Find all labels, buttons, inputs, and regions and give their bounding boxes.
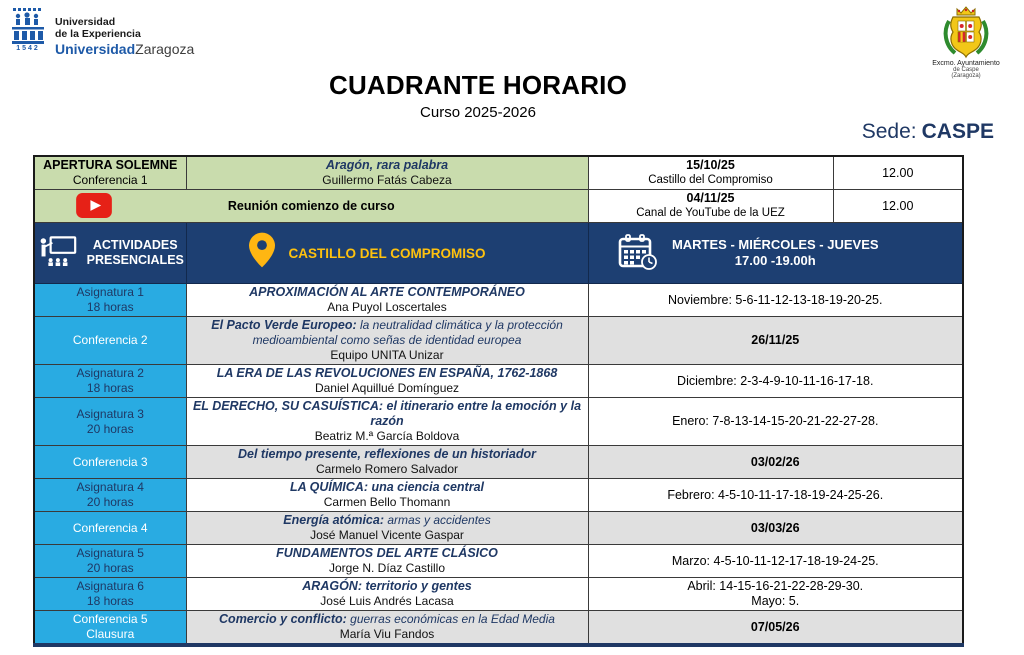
dates-line1: 26/11/25	[751, 333, 800, 347]
course-title	[190, 546, 585, 561]
course-cell	[186, 479, 588, 512]
activity-sublabel: 18 horas	[86, 594, 134, 608]
activity-label-cell	[34, 398, 186, 446]
location-pin-icon	[249, 232, 275, 272]
course-title-bold: El Pacto Verde Europeo:	[211, 318, 357, 332]
dates-cell	[588, 578, 963, 611]
activity-label: Asignatura 5	[76, 546, 144, 560]
course-title	[190, 513, 585, 528]
dates-cell	[588, 545, 963, 578]
course-title-bold: EL DERECHO, SU CASUÍSTICA: el itinerario entre la emoción y la razón	[192, 399, 582, 428]
activity-sublabel: 20 horas	[86, 421, 134, 436]
activity-label-cell	[34, 578, 186, 611]
dates-line1: Abril: 14-15-16-21-22-28-29-30.	[687, 579, 864, 593]
university-brand: UniversidadZaragoza	[55, 41, 195, 57]
table-header-row	[34, 223, 963, 284]
apertura-course-cell	[186, 156, 588, 190]
reunion-place: Canal de YouTube de la UEZ	[636, 207, 785, 219]
course-cell	[186, 365, 588, 398]
course-title-rest: guerras económicas en la Edad Media	[346, 612, 555, 626]
sede-label: Sede:	[861, 120, 917, 143]
university-logo-line1: Universidad	[55, 16, 116, 28]
dates-cell	[588, 365, 963, 398]
course-title-rest: la neutralidad climática y la protección medioambiental como señas de identidad europea	[252, 318, 563, 347]
activity-sublabel: Clausura	[86, 627, 135, 641]
course-speaker: Jorge N. Díaz Castillo	[328, 561, 446, 575]
course-title	[190, 399, 585, 429]
schedule-row	[34, 512, 963, 545]
course-cell	[186, 317, 588, 365]
course-cell	[186, 398, 588, 446]
youtube-icon	[75, 193, 113, 222]
apertura-place: Castillo del Compromiso	[648, 174, 773, 186]
course-speaker: Ana Puyol Loscertales	[327, 300, 447, 314]
course-title-bold: ARAGÓN: territorio y gentes	[302, 579, 472, 593]
activity-label-cell	[34, 317, 186, 365]
dates-line2: Mayo: 5.	[751, 594, 800, 608]
activity-label-cell	[34, 479, 186, 512]
dates-cell	[588, 512, 963, 545]
dates-line1: 03/03/26	[750, 520, 800, 535]
course-cell	[186, 284, 588, 317]
course-speaker: María Viu Fandos	[339, 627, 435, 641]
reunion-date-cell	[588, 190, 833, 223]
activity-label-cell	[34, 611, 186, 646]
activity-label: Asignatura 6	[76, 579, 144, 593]
coat-caption-line2: de Caspe	[953, 67, 979, 73]
activity-label-cell	[34, 545, 186, 578]
course-title	[190, 480, 585, 495]
caspe-coat-of-arms-icon	[937, 5, 995, 59]
days-header-line2: 17.00 -19.00h	[734, 253, 816, 268]
university-emblem-icon	[10, 8, 46, 52]
reunion-date: 04/11/25	[686, 191, 735, 205]
schedule-row	[34, 398, 963, 446]
calendar-clock-icon	[617, 234, 659, 274]
sede-line	[862, 120, 994, 144]
dates-cell	[588, 398, 963, 446]
course-speaker: José Luis Andrés Lacasa	[320, 594, 454, 608]
activity-label: Conferencia 2	[72, 333, 148, 347]
activity-label-cell	[34, 446, 186, 479]
dates-line1: Marzo: 4-5-10-11-12-17-18-19-24-25.	[671, 553, 879, 568]
activity-sublabel: 20 horas	[86, 495, 134, 509]
caspe-coat-of-arms	[920, 5, 1012, 79]
days-header-line1: MARTES - MIÉRCOLES - JUEVES	[671, 237, 879, 252]
coat-caption-line1: Excmo. Ayuntamiento	[932, 60, 1000, 67]
schedule-table	[33, 155, 964, 647]
apertura-time-cell: 12.00	[833, 156, 963, 190]
reunion-time-cell: 12.00	[833, 190, 963, 223]
opening-row-reunion	[34, 190, 963, 223]
schedule-row	[34, 317, 963, 365]
course-speaker: Carmen Bello Thomann	[323, 495, 451, 509]
apertura-date: 15/10/25	[686, 158, 735, 172]
course-cell	[186, 512, 588, 545]
university-logo	[10, 8, 194, 55]
location-header-text: CASTILLO DEL COMPROMISO	[288, 245, 486, 261]
dates-cell	[588, 317, 963, 365]
coat-caption-line3: (Zaragoza)	[951, 73, 981, 79]
course-title-rest: armas y accidentes	[384, 513, 491, 527]
university-logo-line2: de la Experiencia	[55, 28, 141, 40]
activity-sublabel: 20 horas	[86, 561, 134, 575]
course-title-bold: Energía atómica:	[283, 513, 384, 527]
schedule-row	[34, 284, 963, 317]
apertura-date-cell	[588, 156, 833, 190]
dates-line1: Diciembre: 2-3-4-9-10-11-16-17-18.	[677, 373, 874, 388]
course-speaker: José Manuel Vicente Gaspar	[310, 528, 464, 542]
course-title-bold: APROXIMACIÓN AL ARTE CONTEMPORÁNEO	[249, 285, 525, 299]
activity-label: Asignatura 3	[76, 406, 144, 421]
course-title	[190, 318, 585, 348]
page-subtitle: Curso 2025-2026	[420, 104, 536, 121]
course-title-bold: LA ERA DE LAS REVOLUCIONES EN ESPAÑA, 1762-1868	[216, 366, 558, 380]
activity-label: Asignatura 1	[76, 285, 144, 299]
course-title	[190, 447, 585, 462]
university-founding-year: 1542	[16, 45, 40, 52]
activity-label: Conferencia 4	[72, 520, 148, 535]
location-header-cell	[186, 223, 588, 284]
dates-line1: Enero: 7-8-13-14-15-20-21-22-27-28.	[672, 414, 879, 428]
apertura-label-cell	[34, 156, 186, 190]
course-title	[190, 612, 585, 627]
activities-header-line2: PRESENCIALES	[86, 253, 184, 267]
schedule-row	[34, 611, 963, 646]
days-header-cell	[588, 223, 963, 284]
dates-line1: 07/05/26	[750, 619, 800, 634]
activity-label-cell	[34, 512, 186, 545]
dates-cell	[588, 479, 963, 512]
reunion-title: Reunión comienzo de curso	[227, 198, 395, 213]
activity-label: Asignatura 2	[76, 366, 144, 380]
activity-label-cell	[34, 365, 186, 398]
activities-header-line1: ACTIVIDADES	[92, 238, 178, 252]
schedule-row	[34, 446, 963, 479]
course-cell	[186, 611, 588, 646]
dates-line1: 03/02/26	[750, 454, 800, 469]
course-title	[190, 579, 585, 594]
dates-line1: Febrero: 4-5-10-11-17-18-19-24-25-26.	[667, 487, 884, 502]
course-cell	[186, 446, 588, 479]
dates-cell	[588, 284, 963, 317]
university-emblem-icon	[10, 8, 46, 44]
activity-label: Asignatura 4	[76, 480, 144, 494]
sede-value: CASPE	[921, 120, 994, 143]
course-speaker: Equipo UNITA Unizar	[330, 348, 444, 362]
dates-cell	[588, 446, 963, 479]
dates-cell	[588, 611, 963, 646]
course-cell	[186, 545, 588, 578]
activities-header-cell	[34, 223, 186, 284]
course-cell	[186, 578, 588, 611]
schedule-row	[34, 479, 963, 512]
activity-label: Conferencia 3	[72, 454, 148, 469]
apertura-speaker: Guillermo Fatás Cabeza	[322, 173, 452, 187]
course-title	[190, 366, 585, 381]
apertura-sublabel: Conferencia 1	[72, 173, 148, 187]
activity-sublabel: 18 horas	[86, 300, 134, 314]
activity-label-cell	[34, 284, 186, 317]
activity-sublabel: 18 horas	[86, 381, 134, 395]
schedule-row	[34, 578, 963, 611]
apertura-title: Aragón, rara palabra	[325, 158, 449, 172]
course-title	[190, 285, 585, 300]
course-speaker: Daniel Aquillué Domínguez	[314, 381, 460, 395]
dates-line1: Noviembre: 5-6-11-12-13-18-19-20-25.	[668, 292, 883, 307]
course-title-bold: Del tiempo presente, reflexiones de un historiador	[238, 447, 536, 461]
schedule-row	[34, 365, 963, 398]
activity-label: Conferencia 5	[72, 612, 148, 626]
course-title-bold: FUNDAMENTOS DEL ARTE CLÁSICO	[276, 546, 498, 560]
reunion-cell	[34, 190, 588, 223]
title-block	[0, 70, 956, 121]
opening-row-apertura	[34, 156, 963, 190]
course-title-bold: Comercio y conflicto:	[219, 612, 347, 626]
page-title: CUADRANTE HORARIO	[328, 70, 628, 100]
university-logo-text	[55, 8, 194, 55]
presenter-audience-icon	[37, 235, 77, 271]
course-speaker: Beatriz M.ª García Boldova	[314, 429, 460, 443]
apertura-label: APERTURA SOLEMNE	[43, 158, 178, 172]
schedule-row	[34, 545, 963, 578]
course-speaker: Carmelo Romero Salvador	[315, 462, 459, 476]
course-title-bold: LA QUÍMICA: una ciencia central	[289, 480, 485, 494]
